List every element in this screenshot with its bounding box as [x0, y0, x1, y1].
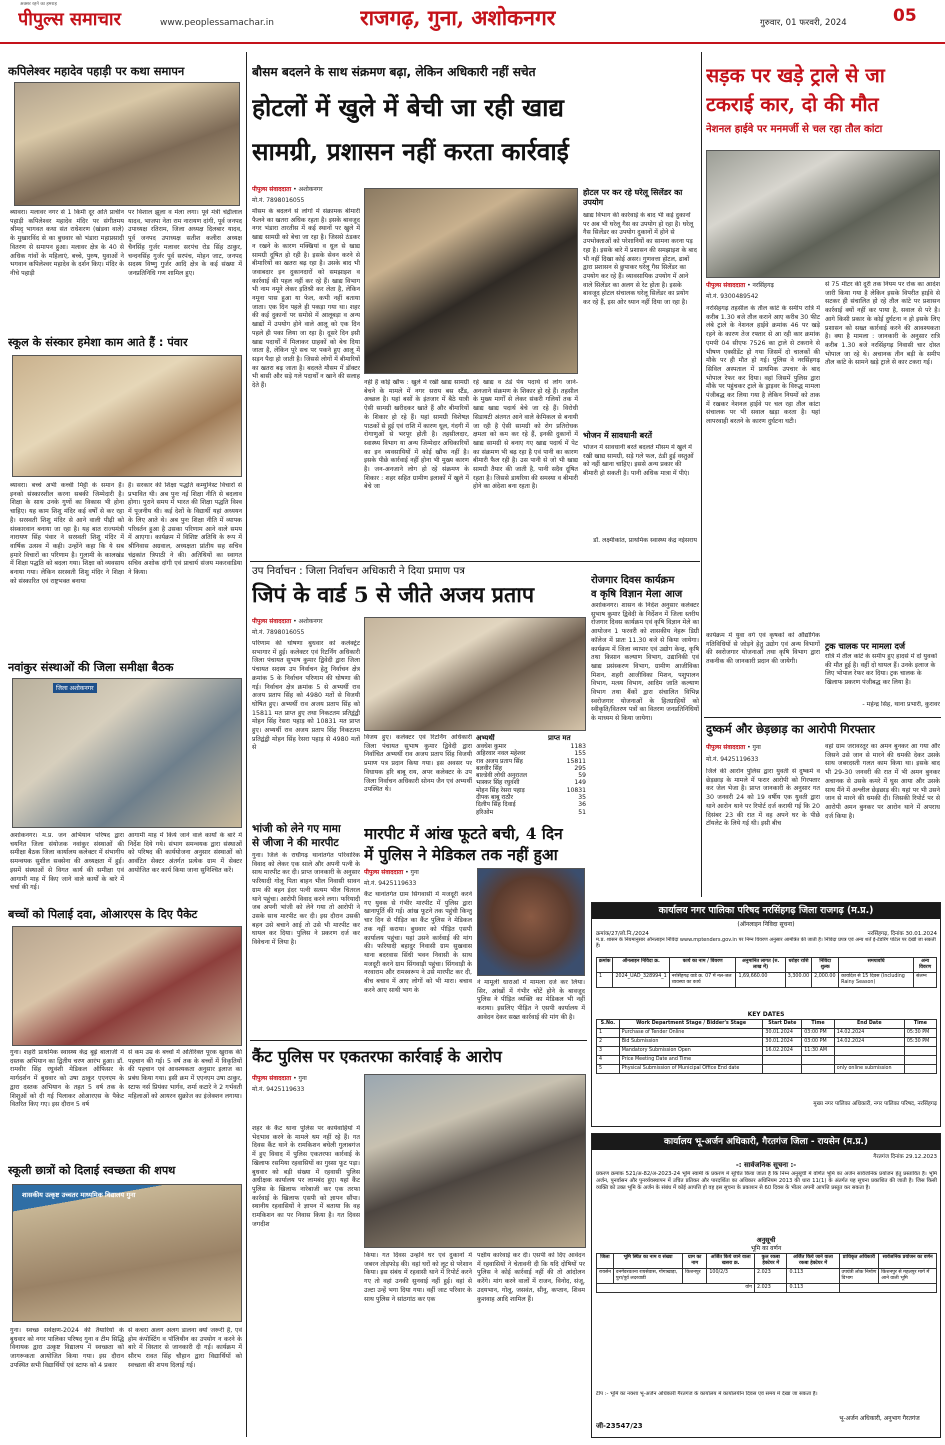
tender-header-cell: समयावधि [839, 958, 914, 973]
land-cell: उपयंत्री लोक निर्माण विभाग [839, 1269, 879, 1284]
cylinder-text: खाद्य विभाग की कार्रवाई के बाद भी कई दुकानों पर अब भी घरेलू गैस का उपयोग हो रहा है। घरेलू गैस सिलेंडर का उपयोग दुकानों में होने से उपभोक्ताओं को परेशानियों का सामना करना पड़ रहा है। इसके बारे में प्रशासन की समझाइश के बाद भी नहीं दिखा कोई असर। गुणवत्ता होटल, ढाबों द्वारा प्रशासन से छुपाकर घरेलू गैस सिलेंडर का उपयोग कर रहे हैं। व्यावसायिक उपयोग में आने वाले सिलेंडर का अलग से रेट होता है। इसके बावजूद होटल संचालक घरेलू सिलेंडर का प्रयोग कर रहे हैं, इस ओर ध्यान नहीं दिया जा रहा है। [583, 212, 697, 307]
land-header-cell: अर्जित किये जाने वाला खसरा क्र. [707, 1254, 755, 1269]
truck-subhead: ट्रक चालक पर मामला दर्ज [825, 641, 906, 651]
dates-header-cell: Time [904, 1020, 936, 1029]
key-dates-table [596, 1019, 937, 1074]
dates-header-cell: End Date [834, 1020, 904, 1029]
school-banner-text: शासकीय उत्कृष्ट उच्चतर माध्यमिक विद्यालय गुना [22, 1191, 136, 1199]
dates-row [597, 1038, 937, 1047]
byline-sep: • [747, 282, 751, 289]
ors-photo [12, 926, 242, 1046]
chhed-byline [706, 743, 820, 751]
masthead-tagline: अक्सर रहने का हमराह [20, 2, 57, 7]
dates-cell: 03:00 PM [802, 1029, 835, 1038]
land-table-sub: भूमि का वर्णन [750, 1245, 782, 1252]
dates-cell [904, 1047, 936, 1056]
doctor-sign: डॉ. लक्ष्मीकांत, प्राथमिक स्वास्थ्य केंद्र नईसराय [593, 537, 697, 544]
result-name: बाल्डेवी लोधी अनुरातल [476, 772, 527, 780]
tender-table-header [597, 958, 937, 973]
byline-label: पीपुल्स संवाददाता [706, 282, 746, 289]
dates-cell: 5 [597, 1065, 620, 1074]
tender-table [596, 957, 937, 988]
truck-kicker: नेशनल हाईवे पर मनमर्जी से चल रहा तौल कांटा [706, 124, 883, 135]
dates-row [597, 1029, 937, 1038]
swachhta-text-col1: गुना। स्वच्छ सर्वेक्षण-2024 की तैयारियों के बुधवार को नगर पालिका परिषद गुना व टीम सिद्धि विनायक द्वारा उत्कृष्ट विद्यालय में स्वच्छता को जागरूकता आयोजित किया गया। इस दौरान उपस्थित सभी विद्यार्थियों एवं स्टाफ को 4 प्रकार [10, 1327, 124, 1369]
tender-cell: 1,69,660.00 [736, 973, 785, 988]
cylinder-subhead [583, 188, 697, 208]
ors-headline: बच्चों को पिलाई दवा, ओआरएस के दिए पैकेट [8, 908, 198, 921]
dates-cell: 4 [597, 1056, 620, 1065]
byline-label: पीपुल्स संवाददाता [706, 744, 746, 751]
temple-text-col2: पर विशाल झूला व मेला लगा। पूर्व मंत्री चंद्रीलाल यादव, भाजपा नेता राम नारायण दांगी, पूर्व जनपद उपाध्यक्ष रतिराम, जिला अध्यक्ष दिलबार यादव, पूर्व जनपद उपाध्यक्ष सतीश कलीरा अध्यक्ष चैनसिंह गुर्जर मलावर सरपंच रोड सिंह ठाकुर, चन्दनसिंह गुर्जर पूर्व सरपंच, मोहन जाट, जनपद सदस्य विष्णु गुर्जर आदि क्षेत्र के कई संख्या में जनप्रतिनिधि गण शामिल हुए। [128, 209, 242, 277]
land-cell: वनगेवरवतना रायसेवास, गोगाखाड़ा, पुरा/पूर्व लदरवाडी [613, 1269, 682, 1284]
hotel-mobile: मो.नं. 7898016055 [252, 197, 305, 204]
rojgar-headline-line2: व कृषि विज्ञान मेला आज [591, 589, 683, 600]
byline-label: पीपुल्स संवाददाता [252, 186, 292, 193]
result-name: दीपक बाबू राठौर [476, 794, 514, 802]
land-table [596, 1253, 937, 1293]
cant-mobile: मो.नं. 9425119633 [252, 1086, 305, 1093]
key-dates-header [597, 1020, 937, 1029]
dates-cell: 05:30 PM [904, 1038, 936, 1047]
ward-text-col1: परिणाम की घोषणा बुधवार को कलेक्ट्रेट सभागार में हुई। कलेक्टर एवं रिटर्निंग अधिकारी जिला पंचायत सुभाष कुमार द्विवेदी द्वारा जिला पंचायत सदस्य उप निर्वाचन हेतु निर्वाचन क्षेत्र क्रमांक 5 के निर्वाचन परिणाम की घोषणा की गई। निर्वाचन क्षेत्र क्रमांक 5 से अभ्यर्थी राव अजय प्रताप सिंह को 4980 मतों से विजयी घोषित हुए। अभ्यर्थी राव अजय प्रताप सिंह को 15811 मत प्राप्त हुए तथा निकटतम प्रतिद्वंद्वी मोहन सिंह रेसरा पहाड़ को 10831 मत प्राप्त हुए। अभ्यर्थी राव अजय प्रताप सिंह निकटतम प्रतिद्वंद्वी मोहन सिंह रेसरा पहाड़ से 4980 मतों से [252, 640, 360, 752]
land-header-cell: प्राधिकृत अधिकारी [839, 1254, 879, 1269]
school-text-col2: है। सरकार की शिक्षा पद्धति कम्युनिस्ट विचारों से प्रभावित थी। अब पुनः नई शिक्षा नीति से बदलाव होगा। पुराने समय में भारत की शिक्षा पद्धति विश्व में पूजनीय थी। कई देशों के विद्यार्थी यहां अध्ययन के लिए आते थे। अब पुनः शिक्षा नीति में व्यापक परिवर्तन हुआ है उसका परिणाम आने वाले समय में आएगा। कार्यक्रम में विशिष्ट अतिथि के रूप में श्रीनिवास अग्रवाल, अध्यक्षता प्रांतीय सह सचिव चंद्रकांत त्रिपाठी ने की। अतिथियों का स्वागत सचिव अशोक दांगी एवं प्राचार्य संजय मकरवाडिया ने किया। [128, 482, 242, 577]
result-votes: 36 [578, 801, 586, 809]
results-header-votes: प्राप्त मत [548, 734, 571, 742]
ward-mobile: मो.नं. 7898016055 [252, 629, 305, 636]
cant-text-col2: किया। गत दिवस उन्होंने घर एवं दुकानों में जबरन तोड़फोड़ की। वहां घरों को लूट से परेशान किया। इस संबंध में रहवासी थाने में रिपोर्ट करने गए तो वहां उनकी सुनवाई नहीं हुई। वहां से उल्टा उन्हें भगा दिया गया। वहीं जाट परिवार के साथ पुलिस ने सांठगांठ कर एक [364, 1252, 472, 1303]
result-votes: 59 [578, 772, 586, 780]
land-cell: किशनपुर से महलपुर मार्ग में आने वाली भूमि [879, 1269, 937, 1284]
land-table-wrap [596, 1253, 937, 1389]
dates-cell: 3 [597, 1047, 620, 1056]
truck-subsign: - महेन्द्र सिंह, थाना प्रभारी, कुरावर [862, 701, 940, 708]
land-table-total [597, 1284, 937, 1293]
result-row [476, 801, 586, 808]
chhed-mobile: मो.नं. 9425119633 [706, 756, 759, 763]
land-header-cell: भूमि स्थित का नाम व संख्या [613, 1254, 682, 1269]
results-body [476, 743, 586, 816]
tender-ad-ref: क्रमांक/27/लो.नि./2024 [596, 931, 649, 937]
eye-text-col1: कैंट थानांतर्गत ग्राम सिंगवासी में मजदूरी करने गए युवक से गंभीर मारपीट में पुलिस द्वारा खानापूर्ति की गई। आंख फूटने तक पहुंची किन्तु चार दिन से पीड़ित का कैंट पुलिस ने मेडिकल तक नहीं कराया। बुधवार को पीड़ित एसपी कार्यालय पहुंचा। यहां उसने कार्रवाई की मांग की। फरियादी बहादुर निवासी ग्राम सुखवास थाना बदरवास सिंधी भवन निवासी के साथ मजदूरी करने ग्राम सिंगवाड़ी पहुंचा। सिंगवाड़ी के नरवाराम और रामस्वरूप ने उसे मारपीट कर दी, बीच बचाव में आए लोगों को भी मारा। बचाव करने आए साथी भाग के [364, 891, 472, 994]
result-row [476, 787, 586, 794]
hotel-kicker: बौसम बदलने के साथ संक्रमण बढ़ा, लेकिन अधिकारी नहीं सचेत [252, 65, 536, 79]
dates-cell [763, 1065, 802, 1074]
temple-headline: कपिलेश्वर महादेव पहाड़ी पर कथा समापन [8, 64, 185, 78]
land-table-row [597, 1269, 937, 1284]
land-cell: 2.023 [755, 1269, 787, 1284]
dates-cell [904, 1056, 936, 1065]
land-cell: रायसेन [597, 1269, 614, 1284]
masthead-logo [18, 7, 173, 35]
dates-cell: Physical Submission of Municipal Office End date [619, 1065, 763, 1074]
ward-results-table [476, 734, 586, 816]
hotel-text-col2: नहीं है कोई खौफ : खुले में रखी खाद्य सामग्री बेचने के मामले में नगर सराय बस स्टैंड, अच्छल है। यहां बसों के इंतजार में बैठे यात्री ऐसी सामग्री खरीदकर खाते हैं और बीमारियों के शिकार हो रहे हैं। यहां सामग्री विशेषज्ञ पाठकों से हुई एवं राशि में कारण धूल, गंदगी में रोगाणुओं से भरपूर होती है। तहसीलदार, स्वास्थ्य विभाग या अन्य जिम्मेदार अधिकारियों का इन व्यवसायियों में कोई खौफ नहीं है। इसके पीछे कार्रवाई नहीं होना भी मुख्य कारण है। जन-अनजाने लोग हो रहे संक्रमण के शिकार : शहर सहित ग्रामीण इलाकों में खुले में बेचे जा [364, 379, 469, 491]
tender-ad [591, 902, 941, 1127]
result-votes: 15811 [566, 757, 586, 765]
result-votes: 155 [574, 750, 586, 758]
eye-headline-line1: मारपीट में आंख फूटते बची, 4 दिन [364, 824, 563, 843]
dates-cell: 03:00 PM [802, 1038, 835, 1047]
byline-place: गुना [752, 744, 761, 751]
column-rule [701, 52, 702, 897]
car-photo [706, 150, 940, 278]
food-caution-subhead: भोजन में सावधानी बरतें [583, 431, 653, 440]
byline-label: पीपुल्स संवाददाता [252, 1075, 292, 1082]
rojgar-text-col2: कार्यक्रम में युवा वर्ग एवं कृषकों को औद्योगिक गतिविधियों से जोड़ने हेतु उद्योग एवं अन्य विभागों की स्वरोजगार योजनाओं तथा कृषि विभाग द्वारा तकनीक की जानकारी प्रदान की जायेगी। [706, 632, 820, 666]
tender-ad-title: कार्यालय नगर पालिका परिषद नरसिंहगढ़ जिला राजगढ़ (म.प्र.) [592, 903, 940, 919]
ward-photo-caption: विजय हुए। कलेक्टर एवं रिटर्निंग अधिकारी जिला पंचायत सुभाष कुमार द्विवेदी द्वारा निर्वाचित अभ्यर्थी राव अजय प्रताप सिंह विजयी प्रमाण पत्र प्रदान किया गया। इस अवसर पर विधायक हरि बाबू राय, अपर कलेक्टर के उप जिला निर्वाचन अधिकारी सोनम जैन एवं अभ्यर्थी उपस्थित थे। [364, 734, 472, 794]
dates-row [597, 1056, 937, 1065]
result-votes: 35 [578, 794, 586, 802]
result-votes: 10831 [566, 786, 586, 794]
byline-sep: • [293, 186, 297, 193]
rojgar-text-col1: अशोकनगर। शासन के निर्देश अनुसार कलेक्टर सुभाष कुमार द्विवेदी के निर्देशन में जिला स्तरीय रोजगार दिवस कार्यक्रम एवं कृषि विज्ञान मेले का आयोजन 1 फरवरी को शासकीय नेहरू डिग्री कॉलेज में प्रातः 11.30 बजे से किया जायेगा। कार्यक्रम में जिला व्यापार एवं उद्योग केन्द्र, कृषि तथा किसान कल्याण विभाग, उद्यानिकी एवं खाद्य प्रसंस्करण विभाग, ग्रामीण आजीविका मिशन, शहरी आजीविका मिशन, पशुपालन विभाग, मत्स्य विभाग, आदिम जाति कल्याण विभाग तथा बैंकों द्वारा संचालित विभिन्न स्वरोजगार योजनाओं के हितग्राहियों को स्वीकृति/वितरण पत्रों का वितरण जनप्रतिनिधियों के माध्यम से किया जायेगा। [591, 602, 699, 723]
land-header-cell: जिला [597, 1254, 614, 1269]
truck-headline-line2: टकराई कार, दो की मौत [706, 93, 879, 116]
dates-cell [802, 1056, 835, 1065]
ward-headline: जिपं के वार्ड 5 से जीते अजय प्रताप [252, 583, 535, 608]
cant-headline: कैंट पुलिस पर एकतरफा कार्रवाई के आरोप [252, 1047, 502, 1066]
result-votes: 1183 [570, 743, 586, 750]
byline-place: नरसिंहगढ़ [752, 282, 774, 289]
result-votes: 149 [574, 779, 586, 787]
tender-cell: कार्यादेश से 15 दिवस (Including Rainy Season) [839, 973, 914, 988]
bhanji-headline-line2: से जीजा ने की मारपीट [252, 837, 339, 849]
navankur-text-col2: आगामी माह में किये जाने वाले कार्यों के बारे में निर्देश दिये गये। संभाग समन्वयक द्वारा संस्थाओं को परिषद की कार्ययोजना अनुसार संस्थाओं को आवंटित सेक्टर अंतर्गत प्रत्येक ग्राम में सेक्टर आयोजित कर कार्य किया जाना सुनिश्चित करें। [128, 832, 242, 874]
result-row [476, 779, 586, 786]
result-votes: 295 [574, 764, 586, 772]
ors-text-col2: से कम उम्र के बच्चों में अतिरिक्त पूरक खुराक की पहचान की गई। 5 वर्ष तक के बच्चों में विकृतियों की पहचान एवं आवश्यकता अनुसार इलाज का प्रबंध किया गया। इसी क्रम में एएनएम उषा ठाकुर, स्टाफ नर्स प्रियंका भार्गव, शर्मा कटारे ने 2 गर्भवती महिलाओं को आयरन सुक्रोज का इंजेक्शन लगाया। [128, 1049, 242, 1100]
tender-header-cell: अनुमानित लागत (रु. लाख में) [736, 958, 785, 973]
navankur-photo [12, 678, 242, 828]
eye-photo [477, 868, 585, 976]
land-ad-footnote: टीप :- भूमि का नक्शा भू-अर्जन अधिकारी गैरतगंज के कार्यालय में कार्यालयीन दिवस एवं समय में देखा जा सकता है। [596, 1391, 818, 1397]
eye-mobile: मो.नं. 9425119633 [364, 880, 417, 887]
dates-cell: Purchase of Tender Online [619, 1029, 763, 1038]
tender-header-cell: अन्य विवरण [914, 958, 937, 973]
tender-cell: 3,300.00 [785, 973, 811, 988]
dates-cell: 14.02.2024 [834, 1029, 904, 1038]
tender-cell: 2,000.00 [812, 973, 839, 988]
dates-cell: 14.02.2024 [834, 1038, 904, 1047]
tender-table-row [597, 973, 937, 988]
land-table-title: अनुसूची [756, 1236, 776, 1244]
land-cell: 100/2/3 [707, 1269, 755, 1284]
dates-cell: 1 [597, 1029, 620, 1038]
land-header-cell: अर्जित किये जाने वाला रकबा हेक्टेयर में [787, 1254, 839, 1269]
truck-text-col2: से 75 मीटर की दूरी तक नियम पर रोक का आदेश जारी किया गया है लेकिन इसके विपरीत हाईवे से सटकर ही संचालित हो रहे तौल कांटे पर प्रशासन कार्रवाई क्यों नहीं कर पाया है, सवाल से परे है। आगे किसी प्रकार के कोई दुर्घटना न हो इसके लिए प्रशासन को सख्त कार्रवाई करने की आवश्यकता है। क्या है मामला : जानकारी के अनुसार रात्रि करीब 1.30 बजे नरसिंहगढ़ निवासी चार दोस्त भोपाल जा रहे थे। अचानक तीन बड़ी के समीप तौल कांटे के सामने खड़े ट्राले से कार टकरा गई। [825, 281, 940, 367]
chhed-text-col2: वहां ग्राम जरावरतूर का अमन बुनकर आ गया और जिसने उसे जान से मारने की धमकी देकर उसके साथ जबरदस्ती गलत काम किया था। इसके बाद भी 29-30 जनवरी की रात में भी अमन बुनकर अचानक से उसके कमरे में घुस आया और उसके साथ मैंने में अश्लील छेड़छाड़ की। यहां पर भी उसने जान से मारने की धमकी दी। जिसकी रिपोर्ट पर से आरोपी अमन बुनकर पर आरोन थाने में अपराध दर्ज किया है। [825, 743, 940, 820]
school-photo [12, 355, 242, 477]
cylinder-subhead-text: होटल पर कर रहे घरेलू सिलेंडर का उपयोग [583, 188, 683, 207]
result-name: अहिरवार नवल महेश्वर [476, 750, 526, 758]
byline-sep: • [293, 1075, 297, 1082]
result-row [476, 750, 586, 757]
total-area: 2.023 [755, 1284, 787, 1293]
tender-ad-date: नरसिंहगढ़, दिनांक 30.01.2024 [867, 931, 937, 937]
chhed-headline: दुष्कर्म और छेड़छाड़ का आरोपी गिरफ्तार [706, 722, 875, 736]
tender-table-wrap [596, 957, 937, 1009]
divider [250, 561, 700, 562]
result-name: अवधेश कुमार [476, 743, 507, 750]
swachhta-headline: स्कूली छात्रों को दिलाई स्वच्छता की शपथ [8, 1164, 176, 1177]
byline-place: गुना [298, 1075, 307, 1082]
temple-photo [14, 82, 240, 206]
byline-label: पीपुल्स संवाददाता [364, 869, 404, 876]
tender-cell: नरसिंहगढ़ वार्ड क्र. 07 में नल-जल व्यवस्था का कार्य [669, 973, 736, 988]
land-ad-body: प्रकरण क्रमांक 521/अ-82/अ-2023-24 भूमि स्वामी के प्रकरण में सूचित किया जाता है कि निम्न अनुसूची में वर्णित भूमि का अर्जन सार्वजनिक प्रयोजन हेतु प्रस्तावित है। भूमि अर्जन, पुनर्वासन और पुनर्व्यवस्थापन में उचित प्रतिकर और पारदर्शिता का अधिकार अधिनियम 2013 की धारा 11(1) के अंतर्गत यह सूचना प्रकाशित की जाती है। जिस किसी व्यक्ति को उक्त भूमि के अर्जन के संबंध में कोई आपत्ति हो वह इस सूचना के प्रकाशन से 60 दिवस के भीतर अपनी आपत्ति प्रस्तुत कर सकता है। [596, 1171, 937, 1191]
result-name: बलवीर सिंह [476, 764, 502, 772]
result-name: राव अजय प्रताप सिंह [476, 757, 523, 765]
land-cell: किशनपुर [683, 1269, 707, 1284]
key-dates-body [597, 1029, 937, 1074]
dates-cell: 16.02.2024 [763, 1047, 802, 1056]
truck-subtext: रात्रि में तौल कांटे के समीप हुए हादसे में दो युवकों की मौत हुई है। वहीं दो घायल हैं। उनके इलाज के लिए भोपाल रेफर कर दिया। ट्रक चालक के खिलाफ प्रकरण पंजीबद्ध कर लिया है। [825, 653, 938, 687]
land-ad-sign: भू-अर्जन अधिकारी, अनुभाग गैरतगंज [839, 1415, 920, 1422]
dates-header-cell: Work Department Stage / Bidder's Stage [619, 1020, 763, 1029]
land-ad-notice-title: -: सार्वजनिक सूचना :- [735, 1161, 797, 1169]
byline-sep: • [747, 744, 751, 751]
dates-cell: 30.01.2024 [763, 1038, 802, 1047]
dates-header-cell: Time [802, 1020, 835, 1029]
chhed-text-col1: जिले की आरोन पुलिस द्वारा युवती से दुष्कर्म व छेड़छाड़ के मामले में फरार आरोपी को गिरफ्तार कर जेल भेजा है। प्राप्त जानकारी के अनुसार गत 30 जनवरी 24 को 19 वर्षीय एक युवती द्वारा थाने आरोन थाने पर रिपोर्ट दर्ज करायी गई कि 20 दिसंबर 23 की रात में वह अपने घर के पीछे टॉयलेट के लिये गई थी। इसी बीच [706, 768, 820, 828]
byline-label: पीपुल्स संवाददाता [252, 618, 292, 625]
logo-text: पीपुल्स समाचार [18, 9, 121, 30]
hotel-text-col1: मौसम के बदलने से लोगों में संक्रामक बीमारी फैलने का खतरा अधिक रहता है। इसके बावजूद नगर भंडारा तारतीस में कई स्थानों पर खुले में खाद्य सामग्री को बेचा जा रहा है। जिससे ठंडकर न रखने के कारण मक्खियां व धूल से खाद्य सामग्री दूषित हो रही है। इसके सेवन करने से बीमारियों का खतरा बढ़ रहा है। उसके बाद भी जवाबदार इन दुकानदारों को समझाइश व कार्रवाई की पहल नहीं कर रहे हैं। खाद्य विभाग भी नाम नमूने लेकर इतिश्री कर लेता है, लेकिन नमूना पास हुआ या फेल, कभी नहीं बताया जाता। एक दिन पहले ही पकड़ा गया था। शहर की कई दुकानों पर समोसे में आलूबड़ा व अन्य खाद्यों में उपयोग होने वाले आलू को एक दिन पहले ही पका लिया जा रहा है। दूसरे दिन इसी खाद्य पदार्थों में मिलाकर ग्राहकों को बेच दिया जाता है, लेकिन पूरे सच पर पकने हुए आलू में सड़न पैदा हो जाती है। जिससे लोगों में बीमारियों का खतरा बढ़ जाता है। बदलते मौसम में डॉक्टर भी बासी और सड़े गले पदार्थों न खाने की सलाह देते हैं। [252, 208, 360, 390]
cant-photo [364, 1074, 586, 1248]
truck-headline-line1: सड़क पर खड़े ट्राले से जा [706, 64, 885, 87]
byline-sep: • [405, 869, 409, 876]
tender-header-cell: कार्य का नाम / विवरण [669, 958, 736, 973]
dates-cell: 30.01.2024 [763, 1029, 802, 1038]
tender-header-cell: क्रमांक [597, 958, 613, 973]
result-row [476, 758, 586, 765]
divider [704, 717, 941, 718]
total-label: योग [597, 1284, 755, 1293]
dates-cell: Bid Submission [619, 1038, 763, 1047]
result-votes: 51 [578, 808, 586, 816]
tender-cell: 1 [597, 973, 613, 988]
dates-header-cell: Start Date [763, 1020, 802, 1029]
dates-cell [904, 1065, 936, 1074]
truck-mobile: मो.नं. 9300489542 [706, 293, 759, 300]
masthead [0, 0, 945, 44]
tender-header-cell: ऑनलाइन निविदा क्र. [613, 958, 669, 973]
page-number: 05 [893, 6, 917, 26]
bhanji-text: गुना। जिले के राघौगढ़ थानांतर्गत परिवारिक विवाद को लेकर एक साले और अपनी पत्नी के साथ मारपीट कर दी। प्राप्त जानकारी के अनुसार फरियादी गोलू पिता बाहन भील निवासी सावन ग्राम की बहन इंदर पत्नी सत्यम भील चितरल थाने पहुंचा। आरोपी विवाद करने लगा। फरियादी जब अपनी भांजी को लेने गया तो आरोपी ने उसके साथ मारपीट कर दी। इस दौरान उसकी बहन उसे बचाने आई तो उसे भी मारपीट कर घायल कर दिया। पुलिस ने प्रकरण दर्ज कर विवेचना में लिया है। [252, 852, 360, 947]
photo-overlay-text: जिला अशोकनगर [53, 683, 97, 693]
swachhta-text-col2: से कचरा अलग अलग डालना क्यों जरूरी है, एवं होम कंपोस्टिंग व पॉलिथीन का उपयोग न करने के बारे में विस्तार से जानकारी दी गई। कार्यक्रम में सौरभ रावत सिंह चौहान द्वारा विद्यार्थियों को स्वच्छता की शपथ दिलाई गई। [128, 1327, 242, 1369]
dates-cell [834, 1056, 904, 1065]
dates-cell: Price Meeting Date and Time [619, 1056, 763, 1065]
tender-ad-subtitle: (ऑनलाइन निविदा सूचना) [737, 921, 795, 928]
ors-text-col1: गुना। शहरी प्राथमिक स्वास्थ्य केंद्र बूढ़े बालाजी में दस्तक अभियान का द्वितीय चरण आरंभ हुआ। डॉ. रामवीर सिंह रघुवंशी मेडिकल ऑफिसर के मार्गदर्शन में बुधवार को उषा ठाकुर एएनएम के द्वारा दस्तक अभियान के तहत 5 वर्ष तक के शिशुओं को दी गई पिलाकर ओआरएस के पैकेट वितरित किए गए। इस दौरान 5 वर्ष [10, 1049, 124, 1109]
byline-sep: • [293, 618, 297, 625]
hotel-headline-line1: होटलों में खुले में बेची जा रही खाद्य [252, 93, 564, 122]
result-name: हरिओम [476, 808, 494, 816]
dates-header-cell: S.No. [597, 1020, 620, 1029]
tender-cell: 2024_UAD_328994_1 [613, 973, 669, 988]
truck-text-col1: नरसिंहगढ़ तहसील के तौल कांटे के समीप रात्रि में करीब 1.30 बजे तौल कराने आए करीब 30 फीट लंबे ट्राले के नेशनल हाईवे क्रमांक 46 पर खड़े रहने के कारण तेज रफ्तार से आ रही कार क्रमांक एमपी 04 सीएफ 7526 का ट्राले से टकराने से भीषण एक्सीडेंट हो गया जिसमें दो चालकों की मौके पर ही मौत हो गई। पुलिस ने नरसिंहगढ़ सिविल अस्पताल में प्राथमिक उपचार के बाद भोपाल रेफर कर दिया। वहां जिसमें पुलिस द्वारा मौके पर पहुंचकर ट्राले के ड्राइवर के विरुद्ध मामला पंजीबद्ध कर लिया गया है लेकिन नियमों को ताक में रखकर नेशनल हाईवे पर चल रहा तौल कांटा संचालक पर भी सवाल खड़ा करता है। यहां लापरवाही बरतने के कारण दुर्घटना घटी। [706, 305, 820, 426]
land-ad-date: गैरतगंज दिनांक 29.12.2023 [873, 1154, 937, 1160]
region-title: राजगढ़, गुना, अशोकनगर [360, 5, 556, 30]
tender-ad-sign: मुख्य नगर पालिका अधिकारी, नगर पालिका परिषद, नरसिंहगढ़ [813, 1101, 937, 1107]
land-cell: 0.113 [787, 1269, 839, 1284]
key-dates-title: KEY DATES [747, 1011, 785, 1018]
land-ad [591, 1133, 941, 1438]
swachhta-photo [12, 1184, 242, 1322]
navankur-text-col1: अशोकनगर। म.प्र. जन अभियान परिषद द्वारा चयनित जिला संयोजक नवांकुर संस्थाओं की समीक्षा बैठक जिला कार्यालय कलेक्टर में संभागीय समन्वयक सुशील सक्सेना की अध्यक्षता में हुई। इसमें संस्थाओं से विगत कार्य की समीक्षा एवं आगामी माह में किए जाने वाले कार्यों के बारे में चर्चा की गई। [10, 832, 124, 892]
bhanji-headline-line1: भांजी को लेने गए मामा [252, 823, 341, 835]
food-caution-text: भोजन में सावधानी बरतें बदलते मौसम में खुले में रखी खाद्य सामग्री, सड़े गले फल, ठंडी हुई वस्तुओं को नहीं खाना चाहिए। इससे अन्य प्रकार की बीमारी हो सकती है। पानी अधिक मात्रा में पीएं। [583, 444, 694, 478]
key-dates-wrap [596, 1019, 937, 1095]
result-name: भास्कर सिंह रघुवंशी [476, 779, 520, 787]
column-rule [246, 52, 247, 1437]
dates-cell: only online submission [834, 1065, 904, 1074]
dates-cell [763, 1056, 802, 1065]
temple-text-col1: ब्यावरा। मलावर नगर से 1 किमी दूर अति प्राचीन पहाड़ी कपिलेश्वर महादेव मंदिर पर संगीतमय श्रीमद् भागवत कथा संत राधेशरण (खंडवा वाले) के मुखारविंद से का बुधवार को भंडारा महाप्रसादी वितरण से समापन हुआ। मलावर क्षेत्र के 40 से अधिक गांवों के महिलाएं, बच्चे, पुरुष, युवाओं ने भगवान कपिलेश्वर महादेव के दर्शन किए। मंदिर के नीचे पहाड़ी [10, 209, 124, 277]
cant-text-col3: पक्षीय कार्रवाई कर दी। एसपी को दिए आवेदन में रहवासियों ने चेतावनी दी कि यदि दोषियों पर पुलिस ने कोई कार्रवाई नहीं की तो आंदोलन करेंगे। मांग करने वालों में राजन, विनोद, संजू, उदयभान, गोलू, जसवंत, सीनू, कप्तान, शिवम कुशवाह आदि शामिल हैं। [477, 1252, 585, 1303]
issue-date: गुरुवार, 01 फरवरी, 2024 [760, 18, 847, 28]
total-acquired: 0.113 [787, 1284, 839, 1293]
hotel-photo [364, 188, 578, 374]
land-ad-ref: जी-23547/23 [596, 1422, 643, 1430]
land-header-cell: ग्राम का नाम [683, 1254, 707, 1269]
result-row [476, 809, 586, 816]
ward-kicker: उप निर्वाचन : जिला निर्वाचन अधिकारी ने दिया प्रमाण पत्र [252, 565, 465, 577]
land-table-header [597, 1254, 937, 1269]
divider [250, 1040, 587, 1041]
eye-text-col2: ने मामूली धाराओं में मामला दर्ज कर लिया। सिर, आंखों में गंभीर चोटें होने के बावजूद पुलिस ने पीड़ित व्यक्ति का मेडिकल भी नहीं कराया। इसलिए पीड़ित ने एसपी कार्यालय में आवेदन देकर सख्त कार्रवाई की मांग की है। [477, 979, 585, 1021]
navankur-headline: नवांकुर संस्थाओं की जिला समीक्षा बैठक [8, 661, 174, 674]
hotel-headline-line2: सामग्री, प्रशासन नहीं करता कार्रवाई [252, 137, 569, 166]
eye-headline-line2: में पुलिस ने मेडिकल तक नहीं हुआ [364, 845, 558, 864]
dates-cell: 2 [597, 1038, 620, 1047]
dates-cell [834, 1047, 904, 1056]
cant-text-col1: शहर के कैंट थाना पुलिस पर कार्यवाहियों में भेदभाव करने के मामले थम नहीं रहे हैं। गत दिवस कैंट थाने के रामकिशन बघेली गुलाबगंज में हुए विवाद में पुलिस एकतरफा कार्रवाई के खिलाफ रसमिया रहवासियों का गुस्सा फूट पड़ा। बुधवार को बड़ी संख्या में रहवासी पुलिस अधीक्षक कार्यालय पर लामबंद हुए। यहां कैंट पुलिस के खिलाफ नारेबाजी कर एक तरफा कार्रवाई के खिलाफ एसपी को ज्ञापन सौंपा। स्थानीय रहवासियों ने ज्ञापन में बताया कि वह रामकिशन का पर निवास किया है। गत दिवस जगदीश [252, 1125, 360, 1228]
school-text-col1: ब्यावरा। बच्चे अभी कच्ची मिट्टी के समान हैं। इनको संस्कारशील करना सबकी जिम्मेदारी है। शिक्षा के साथ उनके गुणों का विकास भी होना चाहिए। यह काम शिशु मंदिर कई वर्षों से कर रहा है। सरस्वती शिशु मंदिर से आने वाली पीढ़ी को संस्कारवान बनाया जा रहा है। यह बात राज्यमंत्री नारायण सिंह पंवार ने सरस्वती शिशु मंदिर में वार्षिक उत्सव में कही। उन्होंने कहा कि ये सब हमारे विचारों का परिणाम है। गुलामी के कालखंड में शिक्षा पद्धति को बदला गया। शिक्षा को व्यवसाय बनाया गया। लेकिन सरस्वती शिशु मंदिर ने शिक्षा को संस्कारित एवं राष्ट्रभक्त बनाया [10, 482, 124, 585]
dates-cell [802, 1065, 835, 1074]
byline-place: अशोकनगर [298, 618, 323, 625]
ward-photo [364, 617, 586, 731]
hotel-text-col3: रहे खाद्य व ठंडे पेय पदार्थ से लोग जाने-अनजाने संक्रमण के शिकार हो रहे हैं। तहसील के मुख्य मार्गों से लेकर संकरी गलियों तक में खाद्य खाद्य पदार्थ बेचे जा रहे हैं। विरोधी सिडायटी अंतगत आने वाले केमिकल से बनायी जा रही है ऐसी सामग्री को रोग प्रतिरोधक क्षमता को कम कर रहे हैं, इनकी दुकानों में खाद्य सामग्री से बनाए गए खाद्य पदार्थ में पेट का संक्रमण भी बढ़ रहा है एवं पानी का कारण बीमारी फैल रही है। उस पानी से जो भी खाद्य सामग्री तैयार की जाती है, पानी सदैव दूषित रहता है। जिससे डायरिया की समस्या व बीमारी होने का अंदेशा बना रहता है। [473, 379, 578, 491]
result-name: दिलीप सिंह दिवाई [476, 801, 516, 809]
website-link[interactable]: www.peoplessamachar.in [160, 18, 274, 28]
results-header-name: अभ्यर्थी [476, 734, 495, 742]
byline-place: गुना [410, 869, 419, 876]
dates-cell: 11:30 AM [802, 1047, 835, 1056]
dates-cell: Mandatory Submission Open [619, 1047, 763, 1056]
result-name: मोहन सिंह रेसरा पहाड़ [476, 786, 525, 794]
dates-cell: 05:30 PM [904, 1029, 936, 1038]
total-blank [839, 1284, 936, 1293]
tender-cell: संलग्न [914, 973, 937, 988]
dates-row [597, 1065, 937, 1074]
land-header-cell: सार्वजनिक प्रयोजन का वर्णन [879, 1254, 937, 1269]
land-header-cell: कुल रकबा हेक्टेयर में [755, 1254, 787, 1269]
byline-place: अशोकनगर [298, 186, 323, 193]
school-headline: स्कूल के संस्कार हमेशा काम आते हैं : पंवार [8, 336, 188, 349]
tender-header-cell: धरोहर राशि [785, 958, 811, 973]
land-ad-title: कार्यालय भू-अर्जन अधिकारी, गैरतगंज जिला - रायसेन (म.प्र.) [592, 1134, 940, 1150]
dates-row [597, 1047, 937, 1056]
rojgar-headline-line1: रोजगार दिवस कार्यक्रम [591, 575, 675, 586]
tender-ad-body: म.प्र. शासन के नियमानुसार ऑनलाइन निविदा www.mptenders.gov.in पर निम्न विवरण अनुसार आमंत्रित की जाती है। निविदा प्रपत्र एवं अन्य शर्तें ई-टेंडरिंग पोर्टल पर देखी जा सकती हैं। [596, 937, 936, 950]
tender-header-cell: निविदा शुल्क [812, 958, 839, 973]
